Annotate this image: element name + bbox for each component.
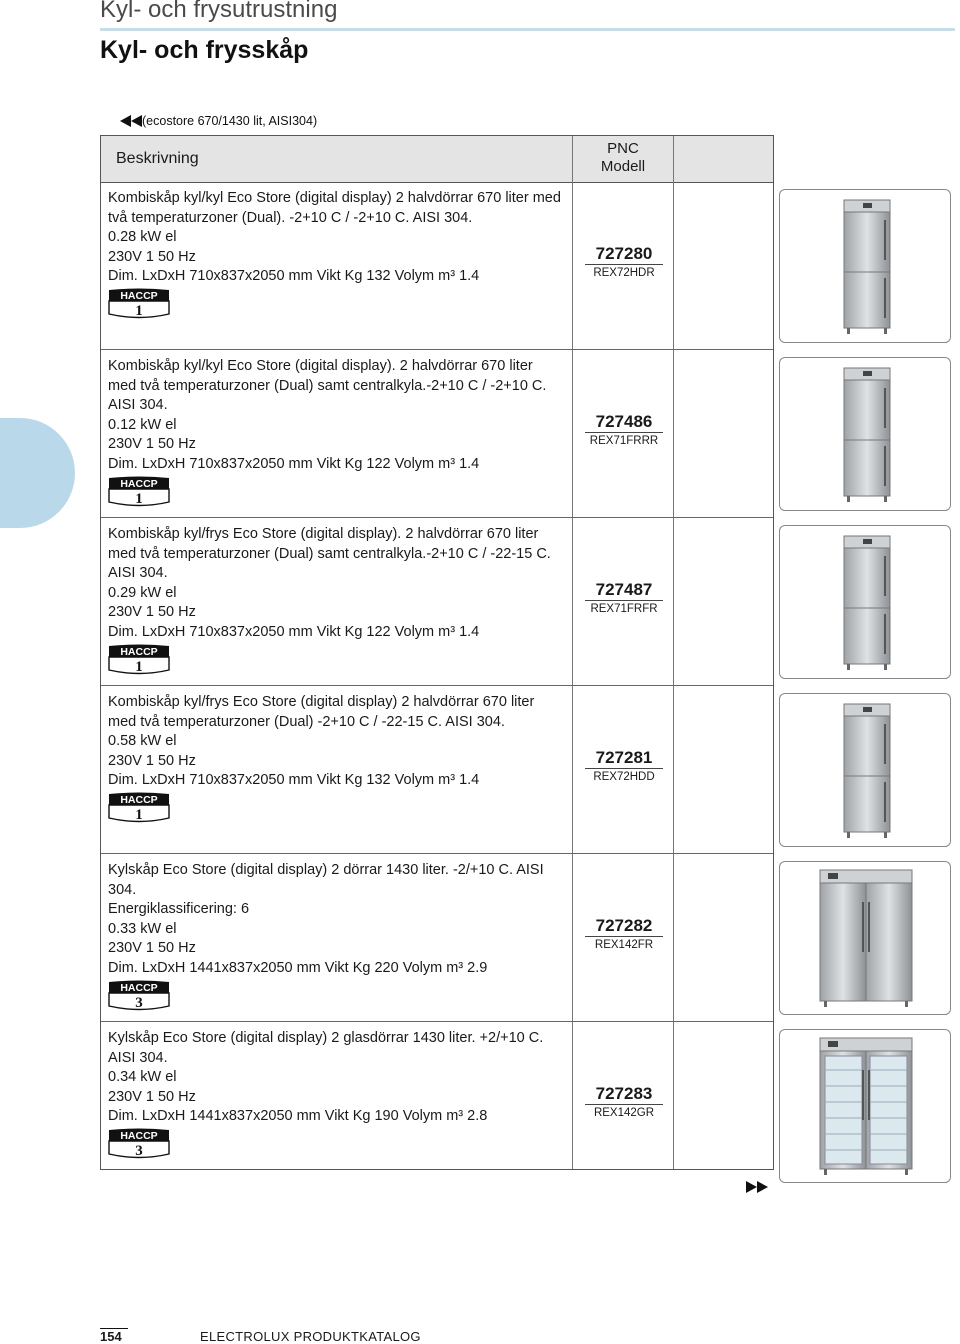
table-row (101, 686, 773, 854)
description-desc-wrapped: Kombiskåp kyl/frys Eco Store (digital display). 2 halvdörrar 670 liter med två temperaturzoner (Dual) samt centralkyla.-2+10 C / -22-15 C. AISI 304. (108, 526, 551, 582)
haccp-label: HACCP (120, 1130, 158, 1142)
product-description (108, 693, 563, 791)
description-electric: 230V 1 50 Hz (108, 436, 196, 453)
product-description (108, 189, 563, 287)
description-dimensions: Dim. LxDxH 710x837x2050 mm Vikt Kg 122 Volym m³ 1.4 (108, 623, 480, 640)
fridge-illustration-icon (780, 694, 952, 848)
model-code: REX142GR (593, 1107, 655, 1119)
fridge-illustration-icon (780, 358, 952, 512)
side-color-tab (0, 418, 75, 528)
description-dimensions: Dim. LxDxH 710x837x2050 mm Vikt Kg 132 Volym m³ 1.4 (108, 772, 480, 789)
model-code: REX72HDR (593, 267, 655, 279)
pnc-cell (585, 580, 663, 615)
haccp-label: HACCP (120, 794, 158, 806)
pnc-cell (585, 412, 663, 447)
description-power: 0.58 kW el (108, 733, 177, 750)
description-dimensions: Dim. LxDxH 1441x837x2050 mm Vikt Kg 220 Volym m³ 2.9 (108, 959, 488, 976)
pnc-cell (585, 916, 663, 951)
description-electric: 230V 1 50 Hz (108, 604, 196, 621)
haccp-badge-icon (108, 792, 170, 823)
subsection-note: (ecostore 670/1430 lit, AISI304) (142, 114, 318, 128)
fridge-illustration-icon (780, 862, 952, 1016)
pnc-cell (585, 1084, 663, 1119)
table-row (101, 182, 773, 350)
table-row (101, 854, 773, 1022)
fridge-illustration-icon (780, 1030, 952, 1184)
header-pnc: PNC Modell (573, 136, 674, 182)
table-row (101, 350, 773, 518)
product-description (108, 1029, 563, 1127)
fridge-illustration-icon (780, 526, 952, 680)
description-power: 0.12 kW el (108, 416, 177, 433)
pnc-number: 727283 (585, 1084, 663, 1105)
product-description (108, 525, 563, 643)
next-arrow-icon (757, 1181, 768, 1193)
haccp-badge-icon (108, 1128, 170, 1159)
product-description (108, 861, 563, 979)
product-description (108, 357, 563, 475)
haccp-label: HACCP (120, 646, 158, 658)
description-electric: 230V 1 50 Hz (108, 752, 196, 769)
pnc-number: 727487 (585, 580, 663, 601)
description-power: 0.28 kW el (108, 229, 177, 246)
haccp-class: 3 (135, 1143, 143, 1159)
product-photo (779, 861, 951, 1015)
haccp-badge-icon (108, 980, 170, 1011)
model-code: REX71FRRR (589, 435, 659, 447)
previous-page-nav[interactable] (120, 114, 317, 128)
description-electric: 230V 1 50 Hz (108, 1088, 196, 1105)
description-desc-wrapped: Kombiskåp kyl/kyl Eco Store (digital display) 2 halvdörrar 670 liter med två temperaturzoner (Dual). -2+10 C / -2+10 C. AISI 304. (108, 190, 561, 226)
header-empty (674, 136, 773, 182)
description-electric: 230V 1 50 Hz (108, 248, 196, 265)
table-row (101, 518, 773, 686)
description-desc-wrapped: Kombiskåp kyl/frys Eco Store (digital display) 2 halvdörrar 670 liter med två temperaturzoner (Dual) -2+10 C / -22-15 C. AISI 304. (108, 694, 535, 730)
description-desc-wrapped: Kombiskåp kyl/kyl Eco Store (digital display). 2 halvdörrar 670 liter med två temperaturzoner (Dual) samt centralkyla.-2+10 C / -2+10 C. AISI 304. (108, 358, 547, 414)
page-number: 154 (100, 1329, 122, 1344)
pnc-number: 727282 (585, 916, 663, 937)
pnc-number: 727280 (585, 244, 663, 265)
page-title: Kyl- och frysskåp (100, 36, 309, 64)
next-arrow-icon (746, 1181, 757, 1193)
haccp-badge-icon (108, 644, 170, 675)
model-code: REX71FRFR (590, 603, 658, 615)
haccp-class: 3 (135, 995, 143, 1011)
description-dimensions: Dim. LxDxH 1441x837x2050 mm Vikt Kg 190 Volym m³ 2.8 (108, 1108, 488, 1125)
product-photo (779, 357, 951, 511)
product-photo (779, 693, 951, 847)
description-electric: 230V 1 50 Hz (108, 940, 196, 957)
haccp-class: 1 (135, 491, 143, 507)
product-photo (779, 525, 951, 679)
description-extra: Energiklassificering: 6 (108, 901, 250, 918)
haccp-label: HACCP (120, 982, 158, 994)
table-row (101, 1022, 773, 1190)
pnc-number: 727486 (585, 412, 663, 433)
title-divider (100, 28, 955, 31)
next-page-nav[interactable] (746, 1181, 768, 1193)
header-description: Beskrivning (101, 136, 573, 182)
pnc-number: 727281 (585, 748, 663, 769)
description-dimensions: Dim. LxDxH 710x837x2050 mm Vikt Kg 122 Volym m³ 1.4 (108, 455, 480, 472)
description-power: 0.33 kW el (108, 920, 177, 937)
haccp-class: 1 (135, 303, 143, 319)
product-photo (779, 189, 951, 343)
table-header (101, 136, 773, 183)
description-desc-wrapped: Kylskåp Eco Store (digital display) 2 dörrar 1430 liter. -2/+10 C. AISI 304. (108, 862, 544, 898)
haccp-label: HACCP (120, 290, 158, 302)
description-desc-wrapped: Kylskåp Eco Store (digital display) 2 glasdörrar 1430 liter. +2/+10 C. AISI 304. (108, 1030, 544, 1066)
prev-arrow-icon (120, 115, 131, 127)
catalog-name: ELECTROLUX PRODUKTKATALOG (200, 1329, 421, 1344)
pnc-cell (585, 244, 663, 279)
description-power: 0.29 kW el (108, 584, 177, 601)
haccp-class: 1 (135, 807, 143, 823)
section-title: Kyl- och frysutrustning (100, 0, 338, 23)
product-photo (779, 1029, 951, 1183)
model-code: REX72HDD (593, 771, 655, 783)
haccp-label: HACCP (120, 478, 158, 490)
model-code: REX142FR (594, 939, 654, 951)
haccp-class: 1 (135, 659, 143, 675)
fridge-illustration-icon (780, 190, 952, 344)
prev-arrow-icon (131, 115, 142, 127)
pnc-cell (585, 748, 663, 783)
product-table (100, 135, 774, 1170)
haccp-badge-icon (108, 288, 170, 319)
haccp-badge-icon (108, 476, 170, 507)
description-dimensions: Dim. LxDxH 710x837x2050 mm Vikt Kg 132 Volym m³ 1.4 (108, 268, 480, 285)
description-power: 0.34 kW el (108, 1069, 177, 1086)
